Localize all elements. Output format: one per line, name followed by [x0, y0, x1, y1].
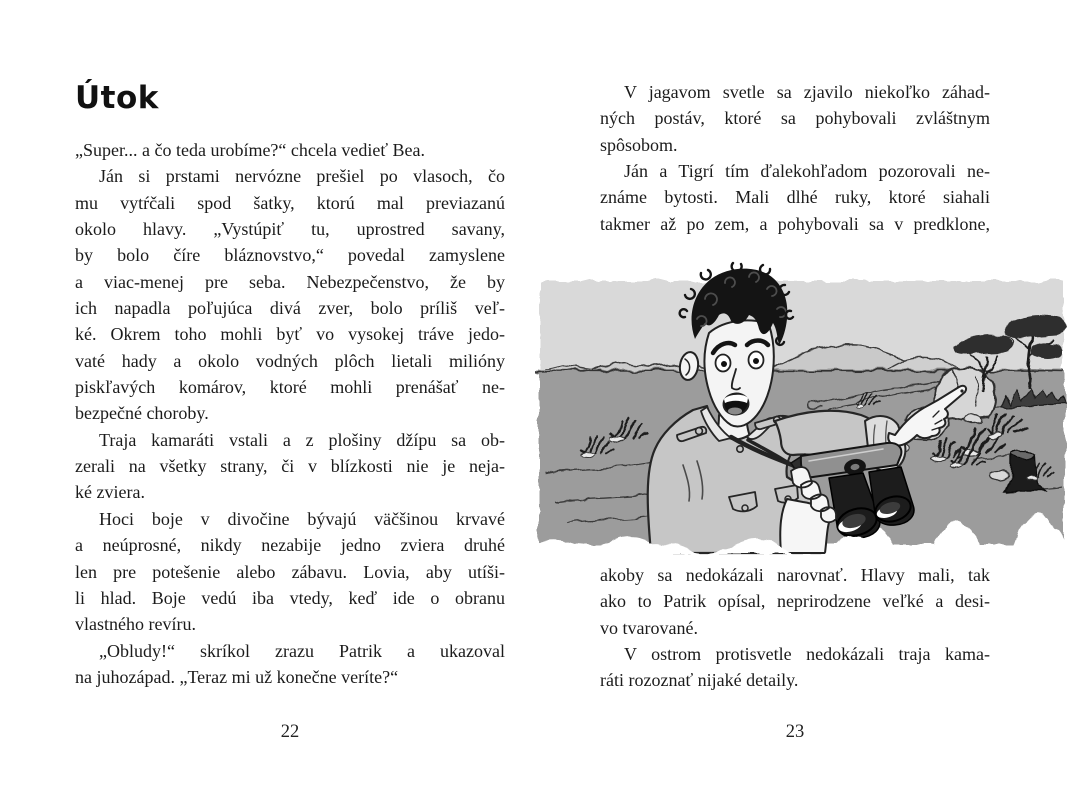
- text-line: ráti rozoznať nijaké detaily.: [600, 670, 799, 691]
- text-line: by bolo číre bláznovstvo,“ povedal zamyslene: [75, 245, 505, 266]
- text-line: „Super... a čo teda urobíme?“ chcela vedieť Bea.: [75, 140, 426, 160]
- text-line: Traja kamaráti vstali a z plošiny džípu sa ob-: [99, 429, 505, 450]
- text-line: Ján si prstami nervózne prešiel po vlasoch, čo: [99, 166, 505, 187]
- text-line: spôsobom.: [600, 134, 678, 155]
- text-line: známe bytosti. Mali dlhé ruky, ktoré siahali: [600, 187, 990, 208]
- text-line: ké. Okrem toho mohli byť vo vysokej tráve jedo-: [75, 324, 505, 345]
- chapter-heading: Útok: [75, 80, 159, 116]
- text-line: Ján a Tigrí tím ďalekohľadom pozorovali ne-: [624, 161, 990, 182]
- text-line: ich napadla poľujúca divá zver, bolo príliš veľ-: [75, 298, 505, 319]
- page-number-left: 22: [280, 722, 300, 742]
- page-number-right: 23: [785, 722, 805, 742]
- text-line: bezpečné choroby.: [75, 403, 209, 424]
- text-line: ké zviera.: [75, 482, 145, 503]
- right-text-column-top: [600, 79, 990, 237]
- text-line: vaté hady a okolo vodných plôch lietali milióny: [75, 350, 505, 371]
- text-line: V jagavom svetle sa zjavilo niekoľko záhad-: [624, 82, 990, 102]
- text-line: „Obludy!“ skríkol zrazu Patrik a ukazoval: [99, 640, 505, 661]
- text-line: len pre potešenie alebo zábavu. Lovia, aby utíši-: [75, 561, 505, 582]
- text-line: a neúprosné, nikdy nezabije jedno zviera druhé: [75, 535, 505, 556]
- illustration: [535, 259, 1067, 555]
- text-line: vo tvarované.: [600, 617, 698, 638]
- fingertip: [960, 389, 963, 392]
- text-line: okolo hlavy. „Vystúpiť tu, uprostred savany,: [75, 219, 505, 240]
- text-line: V ostrom protisvetle nedokázali traja kama-: [624, 644, 990, 665]
- right-text-column-bottom: [600, 562, 990, 694]
- savanna-illustration-svg: [535, 259, 1067, 555]
- text-line: takmer až po zem, a pohybovali sa v predklone,: [600, 213, 990, 234]
- tongue: [728, 408, 742, 415]
- text-line: a viac-menej pre seba. Nebezpečenstvo, že by: [75, 271, 505, 292]
- left-text-column: [75, 137, 505, 690]
- text-line: ných postáv, ktoré sa pohybovali zvláštnym: [600, 108, 990, 129]
- text-line: mu vytŕčali spod šatky, ktorú mal previazanú: [75, 192, 505, 213]
- text-line: ako to Patrik opísal, neprirodzene veľké a desi-: [600, 591, 990, 612]
- text-line: li hlad. Boje vedú iba vtedy, keď ide o obranu: [75, 587, 505, 608]
- text-line: zerali na všetky strany, či v blízkosti nie je neja-: [75, 456, 505, 477]
- text-line: vlastného revíru.: [75, 614, 196, 635]
- text-line: piskľavých komárov, ktoré mohli prenášať ne-: [75, 377, 505, 398]
- text-line: akoby sa nedokázali narovnať. Hlavy mali, tak: [600, 565, 990, 585]
- text-line: na juhozápad. „Teraz mi už konečne veríte?“: [75, 666, 399, 687]
- text-line: Hoci boje v divočine bývajú väčšinou krvavé: [99, 508, 505, 529]
